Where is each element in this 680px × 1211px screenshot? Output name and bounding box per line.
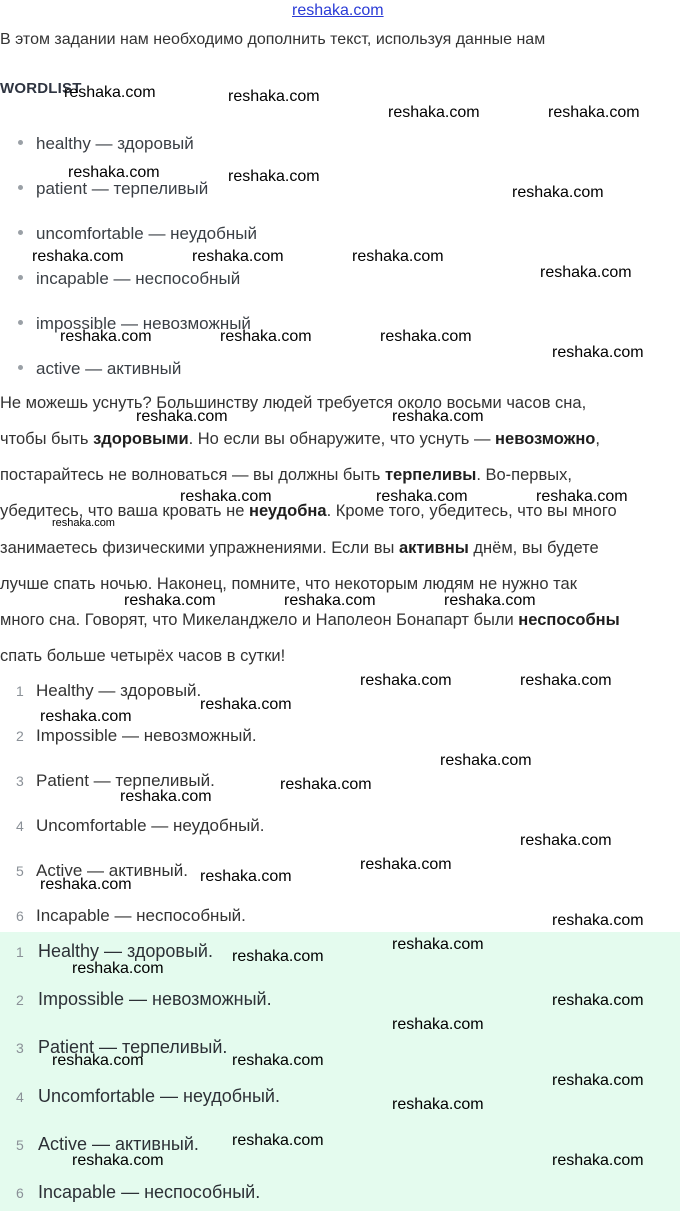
site-link[interactable]: reshaka.com <box>292 2 384 19</box>
watermark: reshaka.com <box>72 960 164 977</box>
list-item: incapable — неспособный <box>18 269 240 289</box>
list-item: 1 Healthy — здоровый. <box>16 681 202 700</box>
watermark: reshaka.com <box>440 752 532 769</box>
watermark: reshaka.com <box>64 84 156 101</box>
watermark: reshaka.com <box>352 248 444 265</box>
paragraph-line: спать больше четырёх часов в сутки! <box>0 647 286 665</box>
watermark: reshaka.com <box>552 1152 644 1169</box>
watermark: reshaka.com <box>392 936 484 953</box>
paragraph-line: лучше спать ночью. Наконец, помните, что некоторым людям не нужно так <box>0 575 577 593</box>
watermark: reshaka.com <box>124 592 216 609</box>
watermark: reshaka.com <box>360 672 452 689</box>
watermark: reshaka.com <box>40 876 132 893</box>
answer-word: неспособны <box>518 611 620 629</box>
answer-word: здоровыми <box>93 430 189 448</box>
watermark: reshaka.com <box>136 408 228 425</box>
watermark: reshaka.com <box>392 408 484 425</box>
answer-box <box>0 932 680 1211</box>
watermark: reshaka.com <box>444 592 536 609</box>
watermark: reshaka.com <box>536 488 628 505</box>
paragraph-line: чтобы быть здоровыми. Но если вы обнаружите, что уснуть — невозможно, <box>0 430 600 448</box>
watermark: reshaka.com <box>392 1016 484 1033</box>
paragraph-line: много сна. Говорят, что Микеланджело и Наполеон Бонапарт были неспособны <box>0 611 620 629</box>
watermark: reshaka.com <box>60 328 152 345</box>
paragraph-line: Не можешь уснуть? Большинству людей требуется около восьми часов сна, <box>0 394 587 412</box>
watermark: reshaka.com <box>388 104 480 121</box>
watermark: reshaka.com <box>232 1132 324 1149</box>
list-item: 5 Active — активный. <box>16 861 188 880</box>
watermark: reshaka.com <box>520 832 612 849</box>
watermark: reshaka.com <box>120 788 212 805</box>
watermark: reshaka.com <box>552 992 644 1009</box>
list-item: 6 Incapable — неспособный. <box>16 906 246 925</box>
watermark: reshaka.com <box>360 856 452 873</box>
answer-word: активны <box>398 539 469 557</box>
paragraph-line: занимаетесь физическими упражнениями. Если вы активны днём, вы будете <box>0 539 599 557</box>
watermark: reshaka.com <box>200 696 292 713</box>
list-item: 4 Uncomfortable — неудобный. <box>16 1086 280 1106</box>
watermark: reshaka.com <box>52 1052 144 1069</box>
list-item: 5 Active — активный. <box>16 1134 199 1154</box>
watermark: reshaka.com <box>512 184 604 201</box>
watermark: reshaka.com <box>40 708 132 725</box>
watermark: reshaka.com <box>52 517 115 529</box>
watermark: reshaka.com <box>380 328 472 345</box>
paragraph-line: убедитесь, что ваша кровать не неудобна. Кроме того, убедитесь, что вы много <box>0 502 617 520</box>
list-item: 2 Impossible — невозможный. <box>16 989 272 1009</box>
list-item: 6 Incapable — неспособный. <box>16 1182 261 1202</box>
list-item: 2 Impossible — невозможный. <box>16 726 257 745</box>
watermark: reshaka.com <box>228 88 320 105</box>
list-item: 3 Patient — терпеливый. <box>16 1037 228 1057</box>
list-item: active — активный <box>18 359 181 379</box>
watermark: reshaka.com <box>180 488 272 505</box>
watermark: reshaka.com <box>520 672 612 689</box>
watermark: reshaka.com <box>232 948 324 965</box>
watermark: reshaka.com <box>376 488 468 505</box>
bullet-icon <box>18 320 23 325</box>
bullet-icon <box>18 365 23 370</box>
watermark: reshaka.com <box>192 248 284 265</box>
watermark: reshaka.com <box>552 344 644 361</box>
watermark: reshaka.com <box>72 1152 164 1169</box>
watermark: reshaka.com <box>552 1072 644 1089</box>
list-item: healthy — здоровый <box>18 134 194 154</box>
watermark: reshaka.com <box>228 168 320 185</box>
bullet-icon <box>18 140 23 145</box>
bullet-icon <box>18 185 23 190</box>
paragraph-line: постарайтесь не волноваться — вы должны быть терпеливы. Во-первых, <box>0 466 572 484</box>
intro-text: В этом задании нам необходимо дополнить текст, используя данные нам <box>0 31 546 48</box>
watermark: reshaka.com <box>540 264 632 281</box>
watermark: reshaka.com <box>280 776 372 793</box>
list-item: patient — терпеливый <box>18 179 208 199</box>
watermark: reshaka.com <box>232 1052 324 1069</box>
list-item: 4 Uncomfortable — неудобный. <box>16 816 265 835</box>
bullet-icon <box>18 275 23 280</box>
list-item: impossible — невозможный <box>18 314 251 334</box>
list-item: 3 Patient — терпеливый. <box>16 771 215 790</box>
answer-word: неудобна <box>248 502 327 520</box>
list-item: 1 Healthy — здоровый. <box>16 941 213 961</box>
bullet-icon <box>18 230 23 235</box>
answer-word: невозможно <box>495 430 596 448</box>
watermark: reshaka.com <box>392 1096 484 1113</box>
watermark: reshaka.com <box>552 912 644 929</box>
answer-word: терпеливы <box>384 466 477 484</box>
list-item: uncomfortable — неудобный <box>18 224 257 244</box>
watermark: reshaka.com <box>284 592 376 609</box>
watermark: reshaka.com <box>68 164 160 181</box>
watermark: reshaka.com <box>200 868 292 885</box>
wordlist-title: WORDLIST <box>0 80 82 97</box>
watermark: reshaka.com <box>220 328 312 345</box>
watermark: reshaka.com <box>32 248 124 265</box>
watermark: reshaka.com <box>548 104 640 121</box>
